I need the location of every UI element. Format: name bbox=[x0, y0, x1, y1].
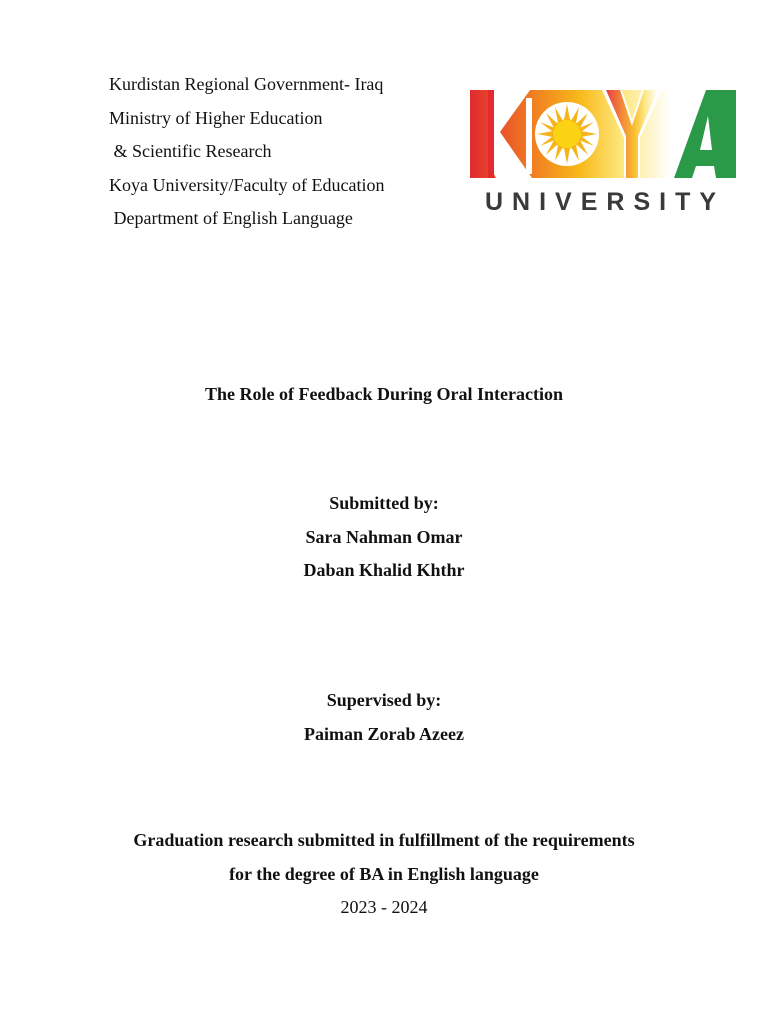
department-line: Department of English Language bbox=[109, 208, 353, 229]
research-title: The Role of Feedback During Oral Interaction bbox=[205, 384, 563, 404]
government-line: Kurdistan Regional Government- Iraq bbox=[109, 74, 384, 94]
submitted-section bbox=[0, 487, 768, 588]
institution-header bbox=[109, 68, 384, 236]
research-line: & Scientific Research bbox=[109, 141, 272, 162]
university-wordmark: UNIVERSITY bbox=[484, 188, 726, 214]
supervisor-name: Paiman Zorab Azeez bbox=[304, 723, 464, 744]
koya-university-logo bbox=[470, 86, 740, 214]
supervised-label: Supervised by: bbox=[326, 690, 442, 710]
degree-section bbox=[0, 824, 768, 925]
author-name: Sara Nahman Omar bbox=[305, 526, 463, 547]
sun-icon bbox=[537, 104, 597, 164]
ministry-line: Ministry of Higher Education bbox=[109, 107, 323, 128]
faculty-line: Koya University/Faculty of Education bbox=[109, 174, 385, 195]
supervised-section bbox=[0, 684, 768, 751]
degree-line-2: for the degree of BA in English language bbox=[229, 863, 539, 884]
author-name: Daban Khalid Khthr bbox=[303, 560, 465, 581]
degree-line-1: Graduation research submitted in fulfillment of the requirements bbox=[133, 830, 635, 850]
academic-year: 2023 - 2024 bbox=[340, 897, 428, 918]
submitted-label: Submitted by: bbox=[329, 493, 439, 513]
